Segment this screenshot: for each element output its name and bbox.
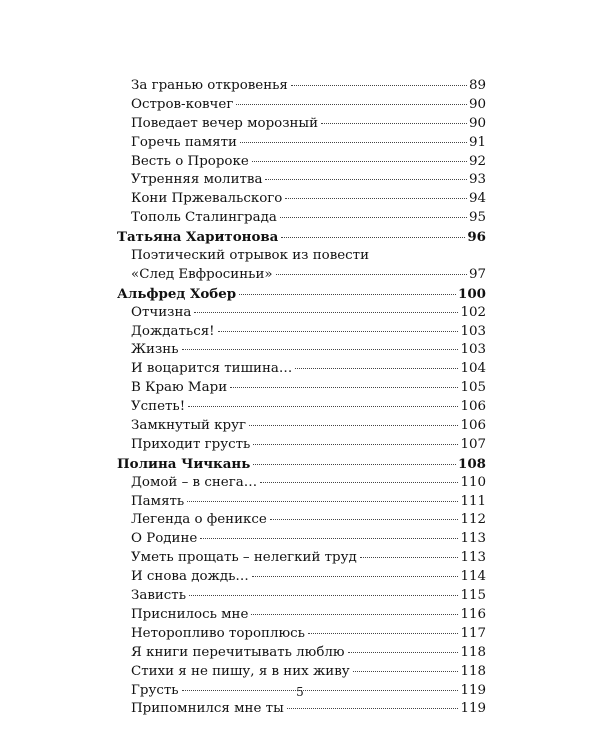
toc-entry-title: Домой – в снега… (131, 474, 258, 490)
toc-entry-title: Кони Пржевальского (131, 191, 283, 207)
dot-leader (281, 237, 465, 238)
toc-entry-title: «След Евфросиньи» (131, 266, 273, 282)
toc-entry (117, 474, 486, 493)
toc-entry-page: 103 (460, 323, 486, 339)
toc-entry (117, 644, 486, 663)
toc-entry (117, 266, 486, 285)
dot-leader (291, 85, 467, 86)
toc-entry-title: Приходит грусть (131, 436, 251, 452)
toc-entry-page: 108 (458, 455, 486, 472)
toc-entry-title: Полина Чичкань (117, 455, 251, 472)
toc-entry (117, 379, 486, 398)
toc-entry-page: 93 (468, 172, 486, 188)
toc-entry-page: 113 (460, 550, 486, 566)
toc-entry (117, 171, 486, 190)
toc-entry-page: 95 (468, 210, 486, 226)
toc-entry-title: Неторопливо тороплюсь (131, 625, 305, 641)
dot-leader (188, 406, 458, 407)
toc-entry-page: 104 (460, 361, 486, 377)
table-of-contents (117, 77, 486, 719)
toc-entry (117, 493, 486, 512)
toc-author-entry (117, 455, 486, 474)
toc-entry-page: 105 (460, 380, 486, 396)
toc-entry-title: Жизнь (131, 342, 179, 358)
toc-entry-title: И воцарится тишина… (131, 361, 293, 377)
toc-entry (117, 587, 486, 606)
toc-entry-title: Припомнился мне ты (131, 701, 284, 717)
toc-entry-page: 102 (460, 304, 486, 320)
dot-leader (187, 501, 458, 502)
dot-leader (252, 576, 459, 577)
dot-leader (239, 294, 456, 295)
dot-leader (276, 274, 467, 275)
dot-leader (360, 557, 459, 558)
dot-leader (189, 595, 458, 596)
toc-author-entry (117, 285, 486, 304)
toc-entry-title: Отчизна (131, 304, 192, 320)
toc-entry-title: Тополь Сталинграда (131, 210, 277, 226)
toc-entry-title: Альфред Хобер (117, 285, 237, 302)
toc-entry-title: Уметь прощать – нелегкий труд (131, 550, 357, 566)
toc-entry (117, 190, 486, 209)
toc-entry-title: О Родине (131, 531, 198, 547)
toc-entry-title: Татьяна Харитонова (117, 229, 279, 246)
toc-entry-page: 119 (460, 701, 486, 717)
toc-entry (117, 663, 486, 682)
toc-entry (117, 549, 486, 568)
toc-entry-page: 116 (460, 606, 486, 622)
toc-entry-page: 96 (467, 229, 486, 246)
toc-entry-page: 112 (460, 512, 486, 528)
toc-entry-page: 117 (460, 625, 486, 641)
toc-entry-page: 118 (460, 663, 486, 679)
toc-entry (117, 96, 486, 115)
dot-leader (253, 444, 458, 445)
toc-entry-page: 94 (468, 191, 486, 207)
toc-entry-page: 106 (460, 418, 486, 434)
dot-leader (230, 387, 458, 388)
toc-entry-title: Легенда о фениксе (131, 512, 267, 528)
toc-entry (117, 606, 486, 625)
toc-entry-page: 97 (468, 266, 486, 282)
toc-entry-page: 106 (460, 399, 486, 415)
toc-entry-title: Утренняя молитва (131, 172, 263, 188)
toc-entry-title: Стихи я не пишу, я в них живу (131, 663, 350, 679)
toc-entry (117, 341, 486, 360)
toc-entry (117, 417, 486, 436)
toc-entry-page: 90 (468, 115, 486, 131)
toc-entry-title: Горечь памяти (131, 134, 237, 150)
dot-leader (200, 538, 458, 539)
dot-leader (236, 104, 467, 105)
toc-entry (117, 134, 486, 153)
toc-entry (117, 436, 486, 455)
dot-leader (249, 425, 458, 426)
toc-entry (117, 304, 486, 323)
dot-leader (285, 198, 467, 199)
toc-entry-title: Остров-ковчег (131, 96, 234, 112)
toc-entry-page: 100 (458, 285, 486, 302)
toc-entry-page: 107 (460, 436, 486, 452)
toc-entry (117, 77, 486, 96)
toc-continuation-line: Поэтический отрывок из повести (131, 248, 370, 264)
dot-leader (308, 633, 459, 634)
dot-leader (280, 217, 467, 218)
dot-leader (252, 161, 467, 162)
toc-entry (117, 115, 486, 134)
toc-entry (117, 323, 486, 342)
dot-leader (265, 179, 467, 180)
toc-entry-title: Весть о Пророке (131, 153, 249, 169)
toc-entry-page: 90 (468, 96, 486, 112)
toc-entry-title: Замкнутый круг (131, 418, 246, 434)
dot-leader (348, 652, 459, 653)
toc-entry-page: 114 (460, 569, 486, 585)
dot-leader (182, 349, 459, 350)
dot-leader (287, 708, 459, 709)
toc-entry-page: 113 (460, 531, 486, 547)
dot-leader (251, 614, 458, 615)
dot-leader (260, 482, 458, 483)
toc-entry (117, 568, 486, 587)
dot-leader (253, 464, 456, 465)
toc-entry-page: 89 (468, 78, 486, 93)
toc-entry-title: Успеть! (131, 399, 186, 415)
toc-entry-title: Я книги перечитывать люблю (131, 644, 345, 660)
toc-entry-title: В Краю Мари (131, 380, 228, 396)
toc-entry-page: 91 (468, 134, 486, 150)
toc-entry (117, 209, 486, 228)
toc-entry-page: 92 (468, 153, 486, 169)
toc-entry-title: Память (131, 493, 185, 509)
toc-entry-title: Грусть (131, 682, 179, 698)
toc-entry-title: Приснилось мне (131, 606, 249, 622)
toc-entry-title: Дождаться! (131, 323, 215, 339)
toc-entry (117, 530, 486, 549)
toc-entry (117, 700, 486, 719)
dot-leader (295, 368, 458, 369)
page-number: 5 (296, 685, 304, 699)
toc-entry-page: 110 (460, 474, 486, 490)
toc-entry (117, 398, 486, 417)
toc-entry-page: 119 (460, 682, 486, 698)
dot-leader (353, 671, 459, 672)
toc-entry (117, 153, 486, 172)
dot-leader (194, 312, 458, 313)
toc-entry-title: Зависть (131, 588, 186, 604)
dot-leader (270, 519, 459, 520)
toc-entry-title: Поведает вечер морозный (131, 115, 319, 131)
toc-entry-page: 115 (460, 588, 486, 604)
dot-leader (240, 142, 467, 143)
toc-entry-page: 103 (460, 342, 486, 358)
toc-entry (117, 625, 486, 644)
toc-entry (117, 360, 486, 379)
toc-entry-page: 111 (460, 493, 486, 509)
dot-leader (218, 331, 459, 332)
toc-entry-title: И снова дождь… (131, 569, 249, 585)
toc-author-entry (117, 228, 486, 247)
dot-leader (321, 123, 467, 124)
toc-entry (117, 511, 486, 530)
toc-entry-title: За гранью откровенья (131, 78, 288, 93)
toc-entry-page: 118 (460, 644, 486, 660)
